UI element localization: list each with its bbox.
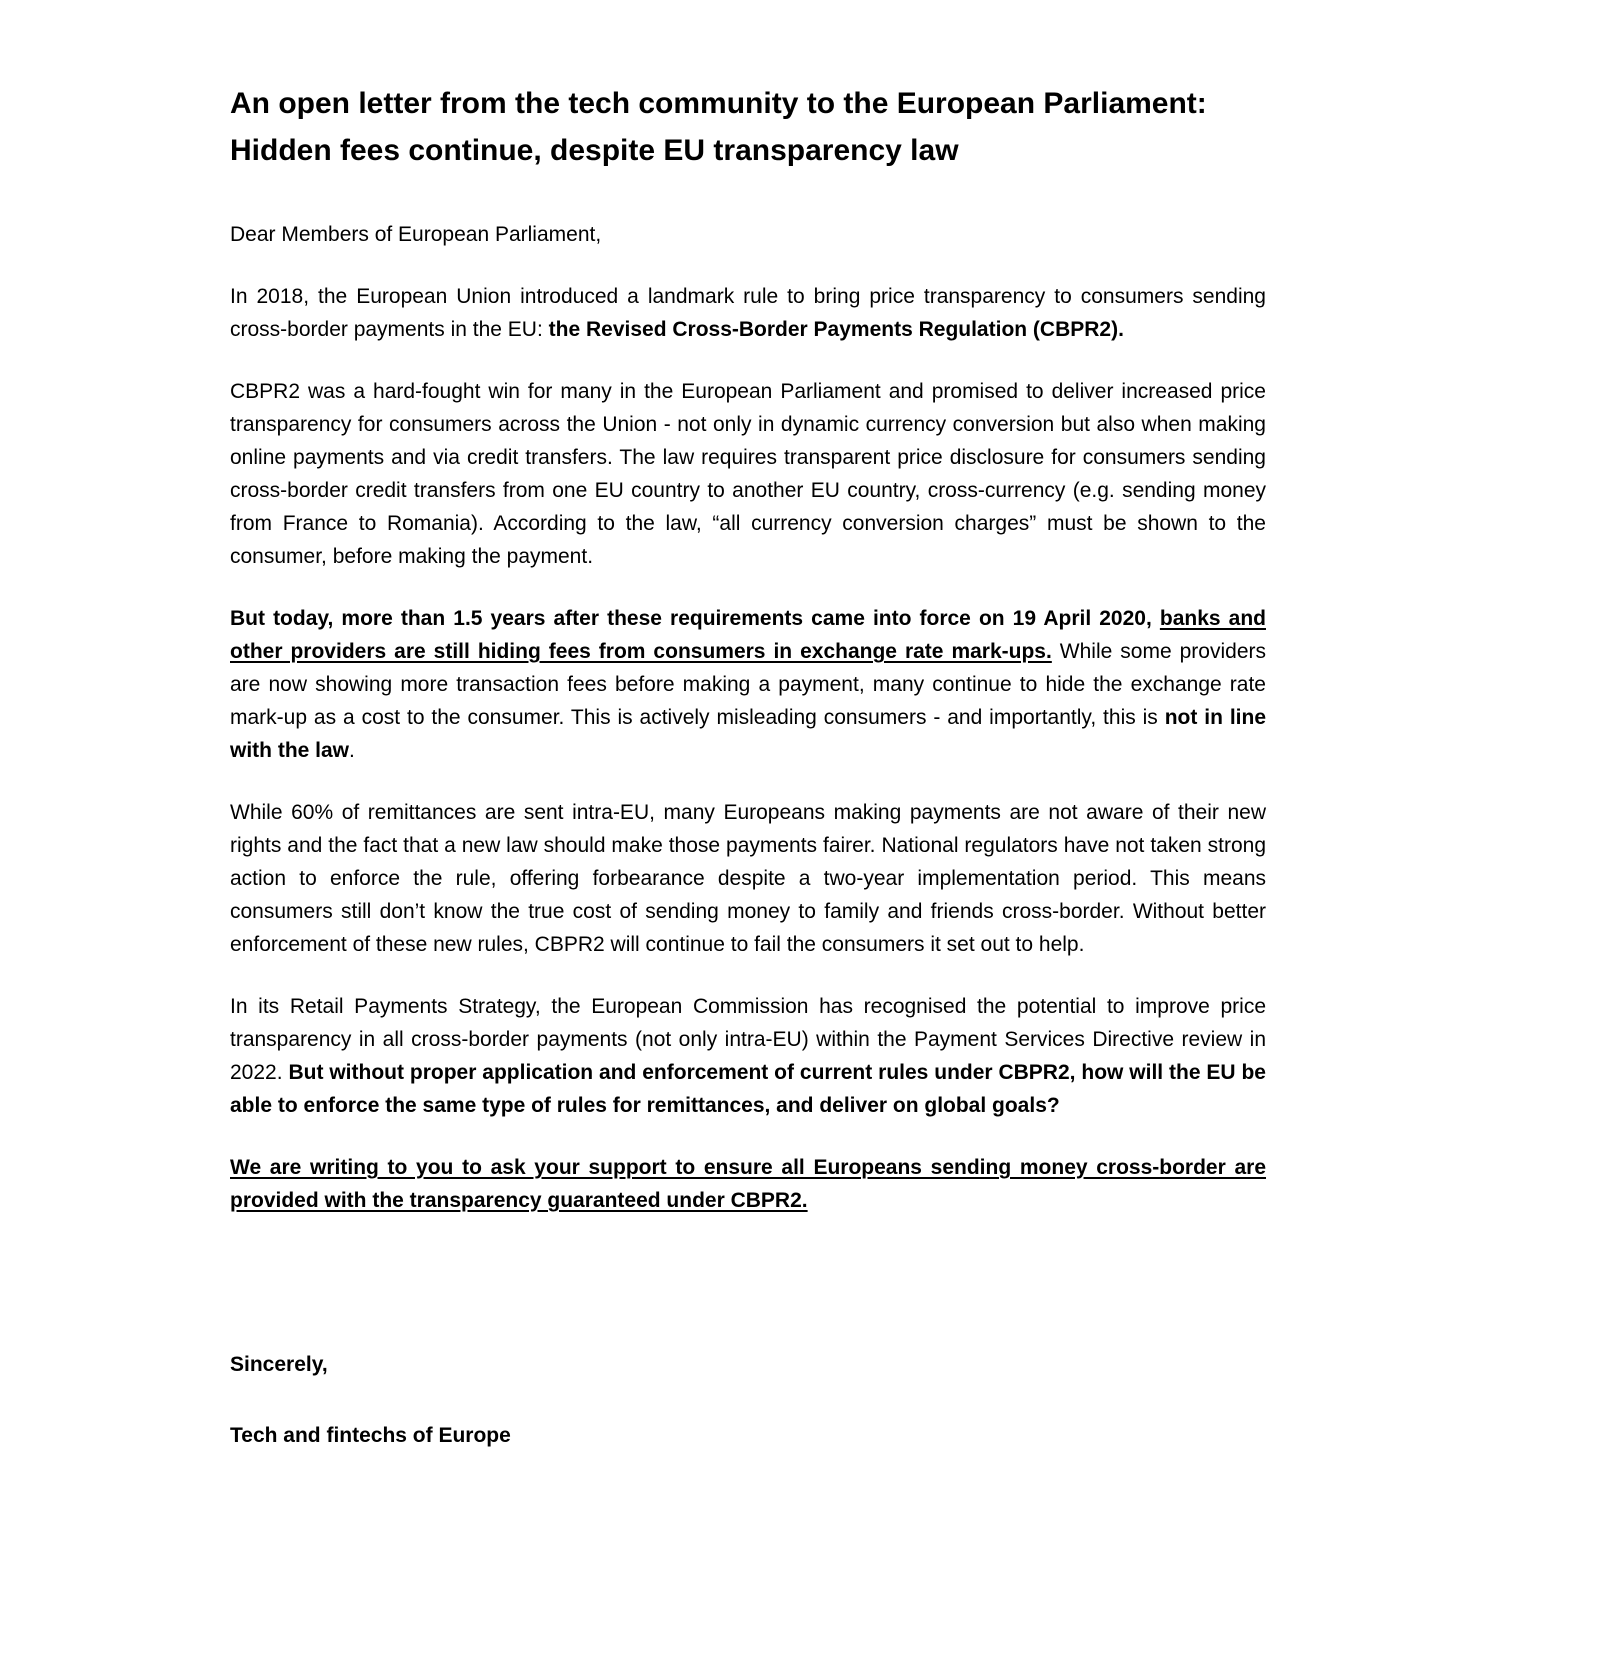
text-run: While 60% of remittances are sent intra-EU, many Europeans making payments are not aware of their new rights and the fact that a new law should make those payments fairer. National regulators have not taken strong action to enforce the rule, offering forbearance despite a two-year implementation period. This means consumers still don’t know the true cost of sending money to family and friends cross-border. Without better enforcement of these new rules, CBPR2 will continue to fail the consumers it set out to help. — [230, 801, 1266, 956]
signature: Tech and fintechs of Europe — [230, 1424, 511, 1447]
text-run: the Revised Cross-Border Payments Regulation (CBPR2). — [548, 318, 1124, 341]
paragraph-intro-2018-rule — [230, 280, 1266, 346]
paragraph-cbpr2-background — [230, 375, 1266, 573]
text-run: In 2018, the European Union introduced a landmark rule to bring price transparency to consumers sending cross-border payments in the EU: — [230, 285, 1266, 341]
text-run: In its Retail Payments Strategy, the European Commission has recognised the potential to improve price transparency in all cross-border payments (not only intra-EU) within the Payment Services Directive review in 2022. — [230, 995, 1266, 1084]
text-run: We are writing to you to ask your support to ensure all Europeans sending money cross-border are provided with the transparency guaranteed under CBPR2. — [230, 1156, 1266, 1212]
salutation: Dear Members of European Parliament, — [230, 223, 602, 246]
paragraph-call-to-action — [230, 1151, 1266, 1217]
title-line-1: An open letter from the tech community to the European Parliament: — [230, 87, 1207, 120]
text-run: banks and other providers are still hiding fees from consumers in exchange rate mark-ups. — [230, 607, 1266, 663]
paragraph-retail-payments-strategy — [230, 990, 1266, 1122]
text-run: CBPR2 was a hard-fought win for many in the European Parliament and promised to deliver increased price transparency for consumers across the Union - not only in dynamic currency conversion but also when making online payments and via credit transfers. The law requires transparent price disclosure for consumers sending cross-border credit transfers from one EU country to another EU country, cross-currency (e.g. sending money from France to Romania). According to the law, “all currency conversion charges” must be shown to the consumer, before making the payment. — [230, 380, 1266, 568]
text-run: But today, more than 1.5 years after these requirements came into force on 19 April 2020, — [230, 607, 1160, 630]
text-run: While some providers are now showing more transaction fees before making a payment, many continue to hide the exchange rate mark-up as a cost to the consumer. This is actively misleading consumers - and importantly, this is — [230, 640, 1266, 729]
text-run: . — [349, 739, 355, 762]
text-run: not in line with the law — [230, 706, 1267, 762]
document-title — [230, 80, 1266, 174]
paragraph-remittances-enforcement — [230, 796, 1266, 961]
text-run: But without proper application and enforcement of current rules under CBPR2, how will the EU be able to enforce the same type of rules for remittances, and deliver on global goals? — [230, 1061, 1266, 1117]
closing: Sincerely, — [230, 1353, 328, 1376]
paragraph-hidden-fees — [230, 602, 1266, 767]
letter-content — [230, 80, 1266, 1452]
title-line-2: Hidden fees continue, despite EU transparency law — [230, 134, 959, 167]
